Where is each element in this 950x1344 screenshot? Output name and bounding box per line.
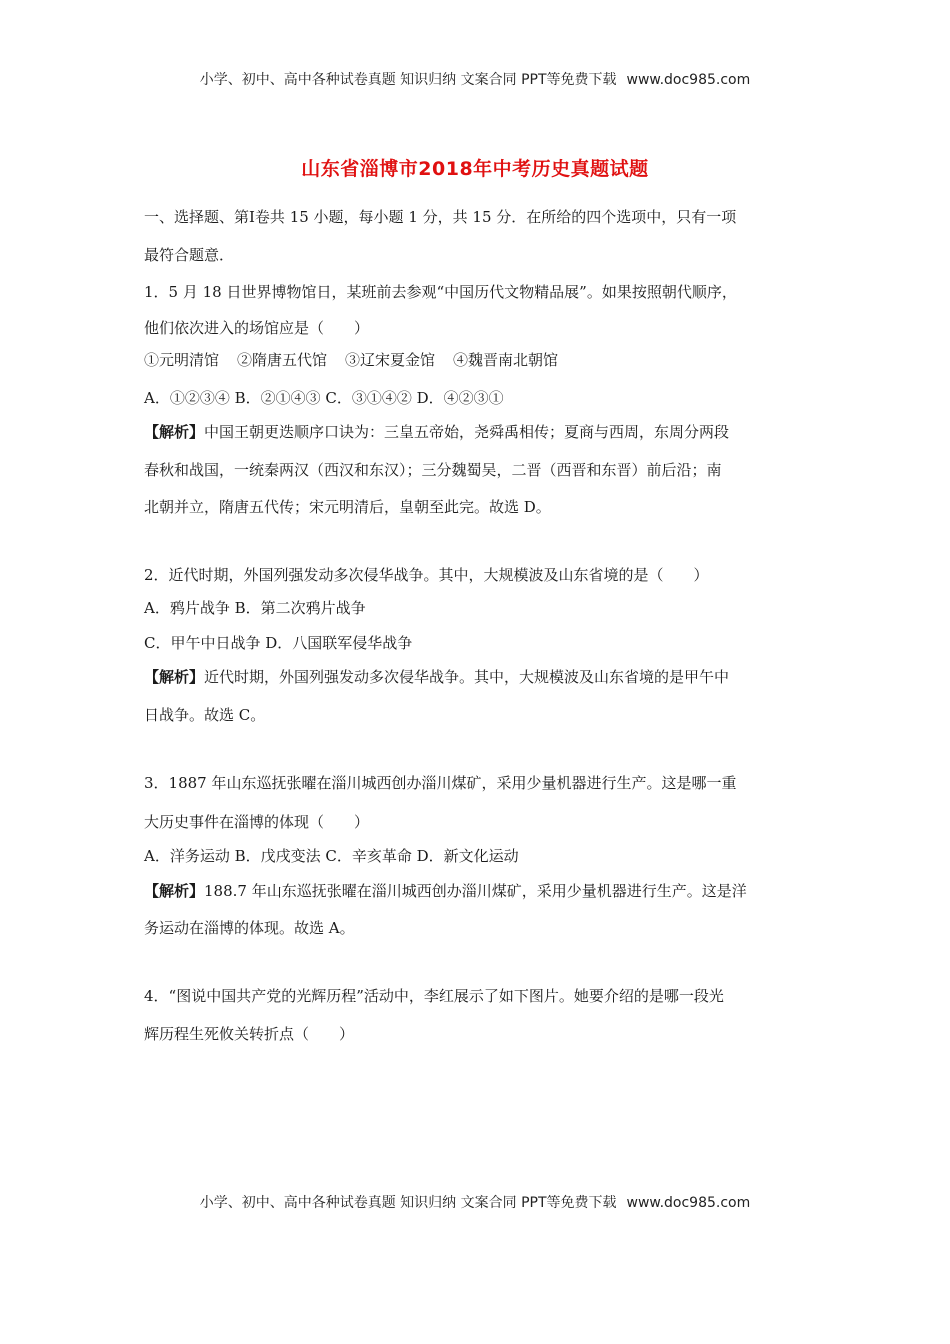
section-instruction-line1: 一、选择题、第Ⅰ卷共 15 小题，每小题 1 分，共 15 分．在所给的四个选项中，只有一项: [144, 208, 737, 226]
q3-analysis-line2: 务运动在淄博的体现。故选 A。: [144, 919, 355, 937]
footer-url[interactable]: www.doc985.com: [626, 1195, 751, 1211]
section-instruction-line2: 最符合题意．: [144, 246, 235, 264]
q2-analysis-label: 【解析】: [144, 668, 205, 686]
q3-options: A．洋务运动 B．戊戌变法 C．辛亥革命 D．新文化运动: [144, 847, 519, 865]
page-title: 山东省淄博市2018年中考历史真题试题: [301, 158, 649, 180]
q3-analysis-text1: 188.7 年山东巡抚张曜在淄川城西创办淄川煤矿，采用少量机器进行生产。这是洋: [204, 882, 747, 900]
footer-text: 小学、初中、高中各种试卷真题 知识归纳 文案合同 PPT等免费下载: [199, 1195, 617, 1211]
q1-hall-1: ①元明清馆: [144, 351, 220, 369]
q2-analysis-line2: 日战争。故选 C。: [144, 706, 266, 724]
q1-analysis-line3: 北朝并立，隋唐五代传；宋元明清后，皇朝至此完。故选 D。: [144, 498, 551, 516]
header-text: 小学、初中、高中各种试卷真题 知识归纳 文案合同 PPT等免费下载: [199, 72, 617, 88]
header-url[interactable]: www.doc985.com: [626, 72, 751, 88]
q2-analysis-line1: [144, 667, 824, 687]
q2-stem-line1: 2．近代时期，外国列强发动多次侵华战争。其中，大规模波及山东省境的是（ ）: [144, 566, 709, 584]
q1-analysis-line2: 春秋和战国，一统秦两汉（西汉和东汉）；三分魏蜀吴，二晋（西晋和东晋）前后沿；南: [144, 461, 722, 479]
q4-stem-line1: 4．“图说中国共产党的光辉历程”活动中，李红展示了如下图片。她要介绍的是哪一段光: [144, 987, 724, 1005]
q3-analysis-label: 【解析】: [144, 882, 205, 900]
q1-analysis-line1: [144, 422, 824, 442]
q1-hall-3: ③辽宋夏金馆: [345, 351, 436, 369]
page-footer: [0, 1192, 950, 1212]
page-header: [0, 69, 950, 89]
q2-options-line1: A．鸦片战争 B．第二次鸦片战争: [144, 599, 366, 617]
q2-options-line2: C．甲午中日战争 D．八国联军侵华战争: [144, 634, 413, 652]
q3-stem-line1: 3．1887 年山东巡抚张曜在淄川城西创办淄川煤矿，采用少量机器进行生产。这是哪一重: [144, 774, 737, 792]
q1-analysis-text1: 中国王朝更迭顺序口诀为：三皇五帝始，尧舜禹相传；夏商与西周，东周分两段: [204, 423, 730, 441]
q4-stem-line2: 辉历程生死攸关转折点（ ）: [144, 1025, 355, 1043]
q1-analysis-label: 【解析】: [144, 423, 205, 441]
q1-stem-line1: 1．5 月 18 日世界博物馆日，某班前去参观“中国历代文物精品展”。如果按照朝代顺序，: [144, 283, 737, 301]
q3-analysis-line1: [144, 881, 824, 901]
q1-hall-2: ②隋唐五代馆: [237, 351, 328, 369]
q1-options: A．①②③④ B．②①④③ C．③①④② D．④②③①: [144, 389, 504, 407]
q1-halls: [144, 350, 824, 370]
q1-hall-4: ④魏晋南北朝馆: [453, 351, 559, 369]
q3-stem-line2: 大历史事件在淄博的体现（ ）: [144, 813, 370, 831]
q1-stem-line2: 他们依次进入的场馆应是（ ）: [144, 319, 370, 337]
q2-analysis-text1: 近代时期，外国列强发动多次侵华战争。其中，大规模波及山东省境的是甲午中: [204, 668, 730, 686]
